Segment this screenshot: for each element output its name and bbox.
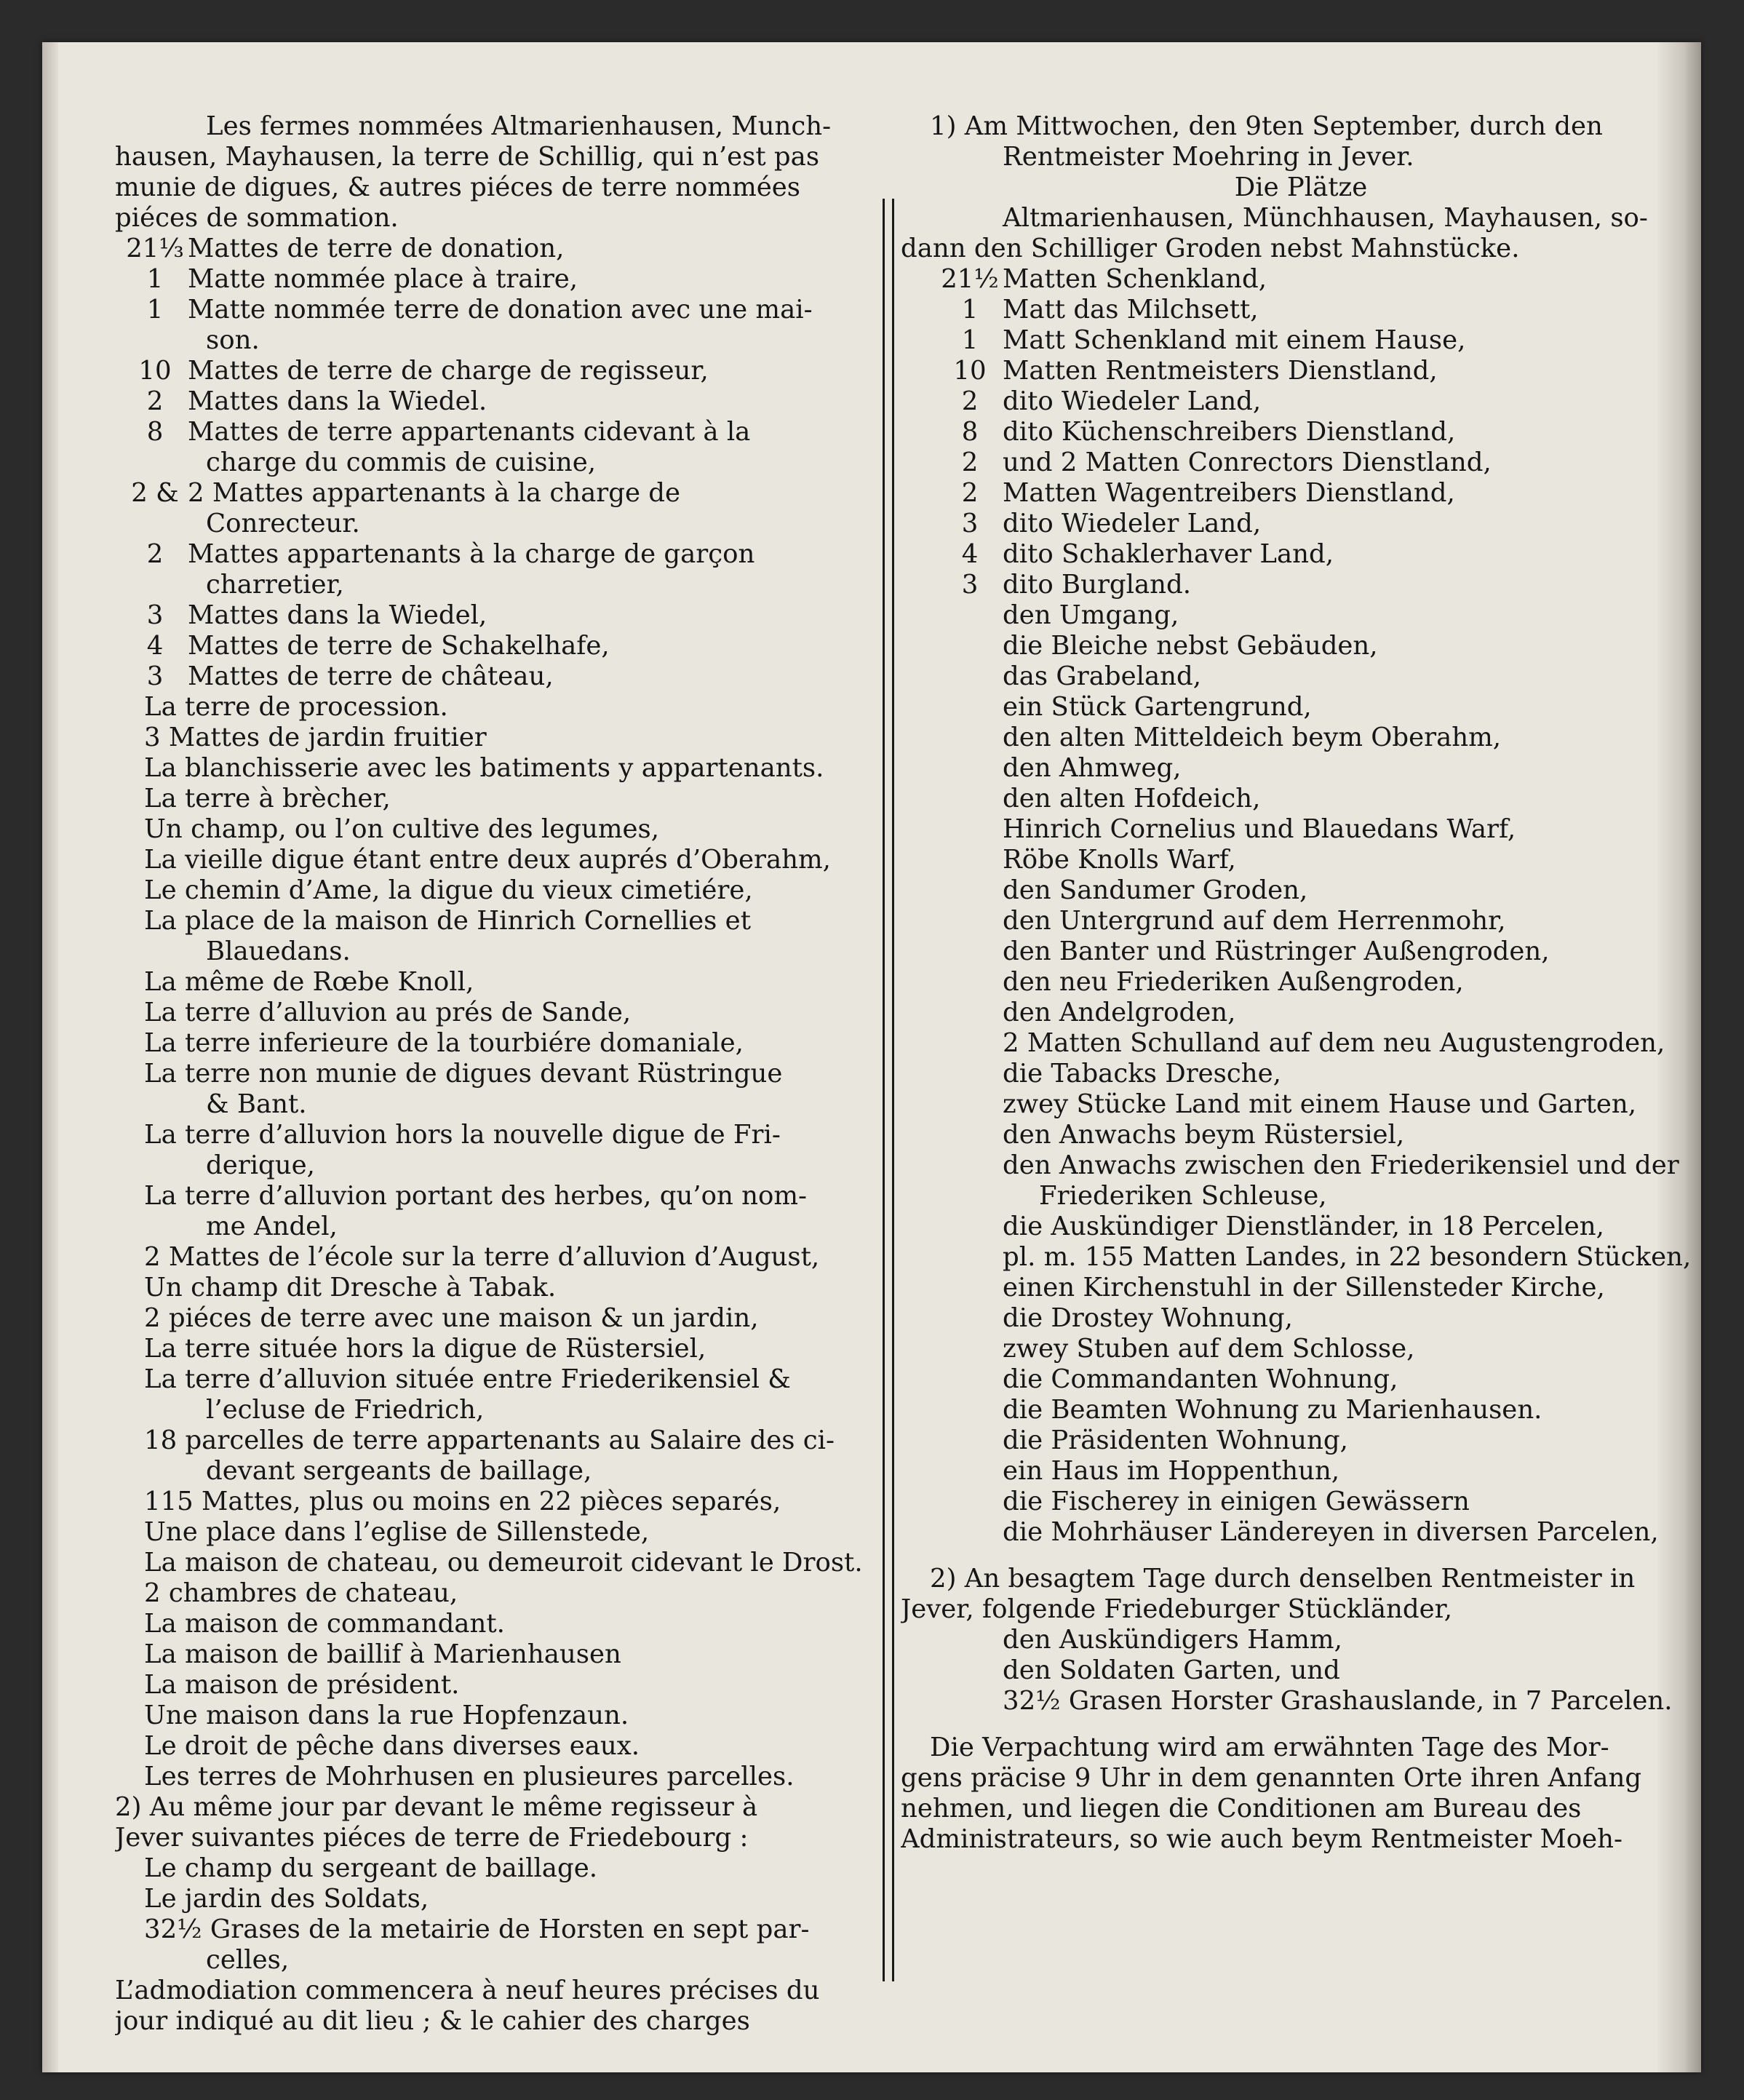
item-number: 1 xyxy=(961,295,979,325)
right-text-line xyxy=(901,1089,1701,1120)
line-text: Administrateurs, so wie auch beym Rentmeister Moeh- xyxy=(901,1824,1623,1854)
french-column xyxy=(115,111,886,2037)
left-text-line xyxy=(115,753,886,784)
line-text: me Andel, xyxy=(206,1212,338,1241)
right-text-line xyxy=(901,723,1701,753)
left-text-line xyxy=(115,1334,886,1364)
line-text: Die Verpachtung wird am erwähnten Tage des Mor- xyxy=(930,1733,1609,1762)
line-text: Matt Schenkland mit einem Hause, xyxy=(1003,325,1466,355)
right-text-line xyxy=(901,478,1701,509)
left-text-line xyxy=(115,264,886,295)
left-text-line xyxy=(115,1303,886,1334)
line-text: Altmarienhausen, Münchhausen, Mayhausen, so- xyxy=(1003,203,1648,233)
right-text-line xyxy=(901,203,1701,234)
right-text-line xyxy=(901,1625,1701,1655)
left-text-line xyxy=(115,1364,886,1395)
right-text-line xyxy=(901,753,1701,784)
left-text-line xyxy=(115,1670,886,1701)
line-text: die Drostey Wohnung, xyxy=(1003,1303,1293,1333)
left-text-line xyxy=(115,936,886,967)
line-text: den Untergrund auf dem Herrenmohr, xyxy=(1003,906,1506,936)
right-text-line xyxy=(901,692,1701,723)
line-text: charretier, xyxy=(206,570,344,600)
line-text: nehmen, und liegen die Conditionen am Bureau des xyxy=(901,1794,1582,1823)
line-text: La même de Rœbe Knoll, xyxy=(144,967,474,997)
left-text-line xyxy=(115,661,886,692)
line-text: den Anwachs zwischen den Friederikensiel und der xyxy=(1003,1150,1679,1180)
line-text: den alten Hofdeich, xyxy=(1003,784,1261,814)
left-text-line xyxy=(115,448,886,478)
line-text: piéces de sommation. xyxy=(115,203,399,233)
item-number: 3 xyxy=(961,570,979,600)
line-text: Le champ du sergeant de baillage. xyxy=(144,1853,597,1883)
line-text: 32½ Grases de la metairie de Horsten en sept par- xyxy=(144,1914,810,1944)
left-text-line xyxy=(115,570,886,600)
right-text-line xyxy=(901,1364,1701,1395)
right-text-line xyxy=(901,1686,1701,1717)
line-text: L’admodiation commencera à neuf heures précises du xyxy=(115,1976,820,2005)
item-number: 8 xyxy=(961,417,979,447)
line-text: den Anwachs beym Rüstersiel, xyxy=(1003,1120,1405,1150)
right-text-line xyxy=(901,1456,1701,1487)
line-text: pl. m. 155 Matten Landes, in 22 besondern Stücken, xyxy=(1003,1242,1692,1272)
line-text: Röbe Knolls Warf, xyxy=(1003,845,1236,875)
right-text-line xyxy=(901,1763,1701,1794)
line-text: den Banter und Rüstringer Außengroden, xyxy=(1003,936,1550,966)
line-text: den neu Friederiken Außengroden, xyxy=(1003,967,1464,997)
item-number: 3 xyxy=(146,661,164,691)
line-text: Rentmeister Moehring in Jever. xyxy=(1003,142,1414,172)
line-text: Blauedans. xyxy=(206,936,351,966)
left-text-line xyxy=(115,142,886,172)
left-text-line xyxy=(115,1884,886,1914)
line-text: hausen, Mayhausen, la terre de Schillig, qui n’est pas xyxy=(115,142,820,172)
right-text-line xyxy=(901,1517,1701,1548)
right-text-line xyxy=(901,875,1701,906)
right-text-line xyxy=(901,172,1701,203)
right-text-line xyxy=(901,539,1701,570)
line-text: dito Küchenschreibers Dienstland, xyxy=(1003,417,1456,447)
right-text-line xyxy=(901,661,1701,692)
left-text-line xyxy=(115,1181,886,1212)
right-text-line xyxy=(901,1594,1701,1625)
left-text-line xyxy=(115,723,886,753)
german-column xyxy=(901,111,1701,1855)
right-text-line xyxy=(901,264,1701,295)
line-text: Friederiken Schleuse, xyxy=(1039,1181,1327,1211)
item-number: 2 xyxy=(961,478,979,508)
left-text-line xyxy=(115,1456,886,1487)
right-text-line xyxy=(901,1303,1701,1334)
line-text: Un champ dit Dresche à Tabak. xyxy=(144,1273,557,1302)
line-text: Un champ, ou l’on cultive des legumes, xyxy=(144,814,660,844)
left-text-line xyxy=(115,1731,886,1762)
line-text: La terre d’alluvion portant des herbes, qu’on nom- xyxy=(144,1181,808,1211)
left-text-line xyxy=(115,234,886,264)
left-text-line xyxy=(115,1028,886,1059)
column-divider xyxy=(883,199,894,1981)
left-text-line xyxy=(115,998,886,1028)
right-text-line xyxy=(901,234,1701,264)
line-text: Les fermes nommées Altmarienhausen, Munch- xyxy=(206,111,832,141)
document-page xyxy=(42,42,1701,2072)
left-text-line xyxy=(115,1914,886,1945)
page-edge-left xyxy=(42,42,58,2072)
right-text-line xyxy=(901,417,1701,448)
line-text: Mattes de terre de charge de regisseur, xyxy=(188,356,709,386)
right-text-line xyxy=(901,1395,1701,1425)
left-text-line xyxy=(115,845,886,875)
line-text: Le droit de pêche dans diverses eaux. xyxy=(144,1731,640,1761)
line-text: 2) Au même jour par devant le même regisseur à xyxy=(115,1792,758,1822)
line-text: 2 Mattes de l’école sur la terre d’alluvion d’August, xyxy=(144,1242,820,1272)
line-text: 115 Mattes, plus ou moins en 22 pièces separés, xyxy=(144,1487,781,1516)
line-text: Matten Rentmeisters Dienstland, xyxy=(1003,356,1438,386)
right-text-line xyxy=(901,1212,1701,1242)
paragraph-gap xyxy=(901,1717,1701,1733)
right-text-line xyxy=(901,1564,1701,1594)
left-text-line xyxy=(115,1548,886,1578)
item-number: 1 xyxy=(146,264,164,294)
line-text: La terre d’alluvion située entre Friederikensiel & xyxy=(144,1364,791,1394)
right-text-line xyxy=(901,1334,1701,1364)
line-text: 18 parcelles de terre appartenants au Salaire des ci- xyxy=(144,1425,835,1455)
line-text: gens präcise 9 Uhr in dem genannten Orte ihren Anfang xyxy=(901,1763,1642,1793)
line-text: La blanchisserie avec les batiments y appartenants. xyxy=(144,753,824,783)
left-text-line xyxy=(115,356,886,386)
line-text: 1) Am Mittwochen, den 9ten September, durch den xyxy=(930,111,1603,141)
line-text: das Grabeland, xyxy=(1003,661,1202,691)
line-text: dito Burgland. xyxy=(1003,570,1192,600)
line-text: son. xyxy=(206,325,260,355)
right-text-line xyxy=(901,1824,1701,1855)
right-text-line xyxy=(901,448,1701,478)
line-text: 2 piéces de terre avec une maison & un jardin, xyxy=(144,1303,759,1333)
line-text: und 2 Matten Conrectors Dienstland, xyxy=(1003,448,1492,477)
line-text: La terre de procession. xyxy=(144,692,448,722)
left-text-line xyxy=(115,1639,886,1670)
right-text-line xyxy=(901,386,1701,417)
right-text-line xyxy=(901,1181,1701,1212)
line-text: Jever suivantes piéces de terre de Friedebourg : xyxy=(115,1823,749,1853)
line-text: zwey Stuben auf dem Schlosse, xyxy=(1003,1334,1415,1364)
left-text-line xyxy=(115,1120,886,1150)
line-text: den alten Mitteldeich beym Oberahm, xyxy=(1003,723,1502,752)
line-text: celles, xyxy=(206,1945,290,1975)
line-text: charge du commis de cuisine, xyxy=(206,448,597,477)
paragraph-gap xyxy=(901,1548,1701,1564)
left-text-line xyxy=(115,111,886,142)
line-text: La terre d’alluvion hors la nouvelle digue de Fri- xyxy=(144,1120,781,1150)
item-number: 2 xyxy=(146,539,164,569)
left-text-line xyxy=(115,1762,886,1792)
line-text: dann den Schilliger Groden nebst Mahnstücke. xyxy=(901,234,1520,263)
right-text-line xyxy=(901,600,1701,631)
line-text: La terre située hors la digue de Rüstersiel, xyxy=(144,1334,706,1364)
left-text-line xyxy=(115,1609,886,1639)
line-text: Une maison dans la rue Hopfenzaun. xyxy=(144,1701,629,1730)
line-text: Le jardin des Soldats, xyxy=(144,1884,429,1914)
right-text-line xyxy=(901,1487,1701,1517)
left-text-line xyxy=(115,1089,886,1120)
left-text-line xyxy=(115,2006,886,2037)
right-text-line xyxy=(901,1425,1701,1456)
left-text-line xyxy=(115,1059,886,1089)
line-text: derique, xyxy=(206,1150,315,1180)
right-text-line xyxy=(901,509,1701,539)
line-text: die Fischerey in einigen Gewässern xyxy=(1003,1487,1470,1516)
right-text-line xyxy=(901,570,1701,600)
right-text-line xyxy=(901,906,1701,936)
left-text-line xyxy=(115,1823,886,1853)
line-text: & Bant. xyxy=(206,1089,307,1119)
line-text: l’ecluse de Friedrich, xyxy=(206,1395,485,1425)
line-text: Mattes de terre appartenants cidevant à la xyxy=(188,417,751,447)
left-text-line xyxy=(115,784,886,814)
item-number: 3 xyxy=(146,600,164,630)
item-number: 2 & xyxy=(131,478,179,508)
left-text-line xyxy=(115,1242,886,1273)
right-text-line xyxy=(901,814,1701,845)
line-text: die Mohrhäuser Ländereyen in diversen Parcelen, xyxy=(1003,1517,1659,1547)
line-text: Mattes dans la Wiedel, xyxy=(188,600,487,630)
item-number: 2 xyxy=(961,386,979,416)
left-text-line xyxy=(115,1273,886,1303)
line-text: Les terres de Mohrhusen en plusieures parcelles. xyxy=(144,1762,795,1791)
right-text-line xyxy=(901,1733,1701,1763)
line-text: Mattes dans la Wiedel. xyxy=(188,386,487,416)
line-text: La terre non munie de digues devant Rüstringue xyxy=(144,1059,783,1089)
left-text-line xyxy=(115,1701,886,1731)
right-text-line xyxy=(901,1273,1701,1303)
left-text-line xyxy=(115,1578,886,1609)
line-text: 2 chambres de chateau, xyxy=(144,1578,458,1608)
item-number: 21⅓ xyxy=(126,234,184,263)
left-text-line xyxy=(115,417,886,448)
line-text: dito Wiedeler Land, xyxy=(1003,386,1262,416)
right-text-line xyxy=(901,356,1701,386)
left-text-line xyxy=(115,1517,886,1548)
line-text: den Ahmweg, xyxy=(1003,753,1182,783)
item-number: 2 xyxy=(146,386,164,416)
line-text: La maison de président. xyxy=(144,1670,460,1700)
line-text: La vieille digue étant entre deux auprés d’Oberahm, xyxy=(144,845,831,875)
line-text: La place de la maison de Hinrich Cornellies et xyxy=(144,906,751,936)
line-text: Matt das Milchsett, xyxy=(1003,295,1259,325)
line-text: die Commandanten Wohnung, xyxy=(1003,1364,1398,1394)
left-text-line xyxy=(115,1792,886,1823)
line-text: 2 Matten Schulland auf dem neu Augustengroden, xyxy=(1003,1028,1665,1058)
line-text: Une place dans l’eglise de Sillenstede, xyxy=(144,1517,650,1547)
left-text-line xyxy=(115,1853,886,1884)
line-text: jour indiqué au dit lieu ; & le cahier des charges xyxy=(115,2006,750,2036)
right-text-line xyxy=(901,1655,1701,1686)
line-text: die Tabacks Dresche, xyxy=(1003,1059,1281,1089)
line-text: die Auskündiger Dienstländer, in 18 Percelen, xyxy=(1003,1212,1604,1241)
right-text-line xyxy=(901,1028,1701,1059)
right-text-line xyxy=(901,295,1701,325)
line-text: Jever, folgende Friedeburger Stückländer, xyxy=(901,1594,1452,1624)
right-text-line xyxy=(901,936,1701,967)
left-text-line xyxy=(115,692,886,723)
line-text: Matten Wagentreibers Dienstland, xyxy=(1003,478,1455,508)
line-text: dito Schaklerhaver Land, xyxy=(1003,539,1334,569)
left-text-line xyxy=(115,509,886,539)
left-text-line xyxy=(115,1487,886,1517)
right-text-line xyxy=(901,111,1701,142)
left-text-line xyxy=(115,325,886,356)
line-text: Le chemin d’Ame, la digue du vieux cimetiére, xyxy=(144,875,753,905)
line-text: Die Plätze xyxy=(1234,172,1368,202)
right-text-line xyxy=(901,967,1701,998)
line-text: ein Haus im Hoppenthun, xyxy=(1003,1456,1340,1486)
line-text: einen Kirchenstuhl in der Sillensteder Kirche, xyxy=(1003,1273,1605,1302)
left-text-line xyxy=(115,1976,886,2006)
right-text-line xyxy=(901,1242,1701,1273)
line-text: Mattes appartenants à la charge de garçon xyxy=(188,539,755,569)
line-text: Conrecteur. xyxy=(206,509,360,538)
left-text-line xyxy=(115,1395,886,1425)
line-text: Matten Schenkland, xyxy=(1003,264,1267,294)
left-text-line xyxy=(115,1212,886,1242)
left-text-line xyxy=(115,631,886,661)
line-text: La terre à brècher, xyxy=(144,784,391,814)
line-text: dito Wiedeler Land, xyxy=(1003,509,1262,538)
line-text: die Präsidenten Wohnung, xyxy=(1003,1425,1348,1455)
line-text: Mattes de terre de château, xyxy=(188,661,554,691)
line-text: die Bleiche nebst Gebäuden, xyxy=(1003,631,1378,661)
right-text-line xyxy=(901,1120,1701,1150)
item-number: 3 xyxy=(961,509,979,538)
left-text-line xyxy=(115,172,886,203)
right-text-line xyxy=(901,1059,1701,1089)
left-text-line xyxy=(115,600,886,631)
left-text-line xyxy=(115,875,886,906)
item-number: 2 xyxy=(961,448,979,477)
line-text: den Auskündigers Hamm, xyxy=(1003,1625,1342,1655)
right-text-line xyxy=(901,631,1701,661)
right-text-line xyxy=(901,784,1701,814)
line-text: den Umgang, xyxy=(1003,600,1179,630)
line-text: La maison de commandant. xyxy=(144,1609,505,1639)
left-text-line xyxy=(115,1945,886,1976)
line-text: die Beamten Wohnung zu Marienhausen. xyxy=(1003,1395,1542,1425)
item-number: 8 xyxy=(146,417,164,447)
line-text: 2) An besagtem Tage durch denselben Rentmeister in xyxy=(930,1564,1636,1594)
line-text: den Soldaten Garten, und xyxy=(1003,1655,1340,1685)
item-number: 10 xyxy=(138,356,172,386)
line-text: Mattes de terre de donation, xyxy=(188,234,565,263)
right-text-line xyxy=(901,845,1701,875)
left-text-line xyxy=(115,967,886,998)
right-text-line xyxy=(901,1794,1701,1824)
left-text-line xyxy=(115,478,886,509)
line-text: den Andelgroden, xyxy=(1003,998,1236,1027)
line-text: munie de digues, & autres piéces de terre nommées xyxy=(115,172,800,202)
line-text: 2 Mattes appartenants à la charge de xyxy=(188,478,680,508)
left-text-line xyxy=(115,386,886,417)
left-text-line xyxy=(115,1425,886,1456)
right-text-line xyxy=(901,325,1701,356)
right-text-line xyxy=(901,1150,1701,1181)
line-text: devant sergeants de baillage, xyxy=(206,1456,592,1486)
item-number: 4 xyxy=(146,631,164,661)
item-number: 21½ xyxy=(941,264,999,294)
line-text: La terre inferieure de la tourbiére domaniale, xyxy=(144,1028,744,1058)
line-text: La maison de baillif à Marienhausen xyxy=(144,1639,621,1669)
item-number: 1 xyxy=(961,325,979,355)
line-text: La terre d’alluvion au prés de Sande, xyxy=(144,998,632,1027)
left-text-line xyxy=(115,906,886,936)
line-text: Mattes de terre de Schakelhafe, xyxy=(188,631,610,661)
line-text: Hinrich Cornelius und Blauedans Warf, xyxy=(1003,814,1516,844)
line-text: 3 Mattes de jardin fruitier xyxy=(144,723,487,752)
line-text: Matte nommée place à traire, xyxy=(188,264,578,294)
line-text: La maison de chateau, ou demeuroit cidevant le Drost. xyxy=(144,1548,863,1578)
left-text-line xyxy=(115,539,886,570)
item-number: 10 xyxy=(953,356,987,386)
line-text: 32½ Grasen Horster Grashauslande, in 7 Parcelen. xyxy=(1003,1686,1673,1716)
item-number: 1 xyxy=(146,295,164,325)
line-text: zwey Stücke Land mit einem Hause und Garten, xyxy=(1003,1089,1637,1119)
line-text: den Sandumer Groden, xyxy=(1003,875,1308,905)
line-text: ein Stück Gartengrund, xyxy=(1003,692,1312,722)
item-number: 4 xyxy=(961,539,979,569)
left-text-line xyxy=(115,203,886,234)
left-text-line xyxy=(115,1150,886,1181)
right-text-line xyxy=(901,998,1701,1028)
left-text-line xyxy=(115,814,886,845)
left-text-line xyxy=(115,295,886,325)
right-text-line xyxy=(901,142,1701,172)
line-text: Matte nommée terre de donation avec une mai- xyxy=(188,295,813,325)
